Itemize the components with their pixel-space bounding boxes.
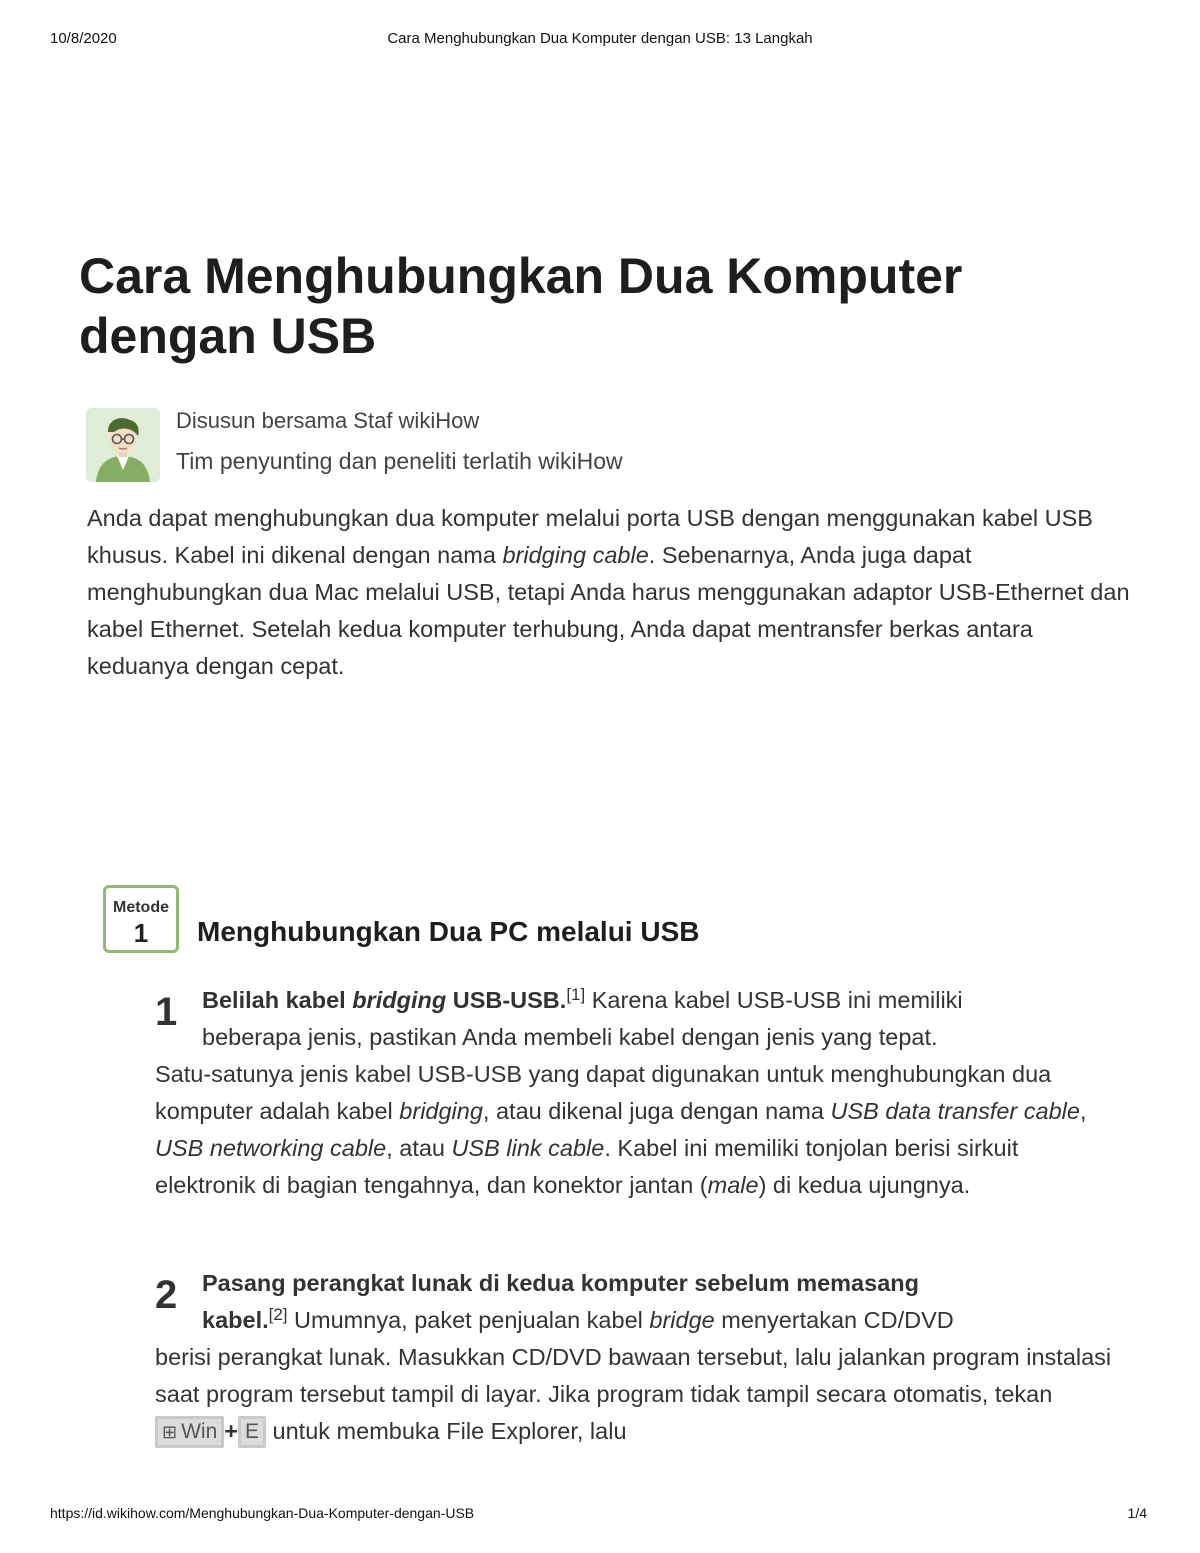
step-italic-5: male	[707, 1172, 759, 1198]
step-number: 1	[155, 990, 178, 1034]
step-text	[155, 982, 1115, 1204]
step-italic-4: USB link cable	[451, 1135, 605, 1161]
intro-paragraph	[87, 500, 1137, 685]
step-text-3: berisi perangkat lunak. Masukkan CD/DVD bawaan tersebut, lalu jalankan program instalasi saat program tersebut tampil di layar. Jika program tidak tampil secara otomatis, tekan	[155, 1344, 1112, 1407]
step-italic-3: USB networking cable	[155, 1135, 387, 1161]
step-text-1: Umumnya, paket penjualan kabel	[287, 1307, 650, 1333]
author-role: Tim penyunting dan peneliti terlatih wikiHow	[176, 448, 623, 474]
step-text-4: untuk membuka File Explorer, lalu	[266, 1418, 627, 1444]
windows-logo-icon: ⊞	[162, 1422, 178, 1442]
e-key: E	[238, 1416, 266, 1448]
print-doc-title: Cara Menghubungkan Dua Komputer dengan USB: 13 Langkah	[387, 30, 813, 47]
step-text-3: Satu-satunya jenis kabel USB-USB yang dapat digunakan untuk menghubungkan dua komputer adalah kabel	[155, 1061, 1052, 1124]
step-bold-line-1: Pasang perangkat lunak di kedua komputer sebelum memasang	[202, 1270, 919, 1296]
author-avatar-icon	[86, 408, 160, 482]
footer-url: https://id.wikihow.com/Menghubungkan-Dua-Komputer-dengan-USB	[50, 1505, 475, 1521]
step-reference-link[interactable]: [1]	[566, 985, 586, 1004]
method-title: Menghubungkan Dua PC melalui USB	[197, 916, 700, 947]
print-date: 10/8/2020	[50, 30, 117, 47]
step-italic-2: USB data transfer cable	[830, 1098, 1080, 1124]
step-first-line	[155, 987, 963, 1013]
step-bold-b: USB-USB.	[446, 987, 567, 1013]
step-bold-italic: bridging	[352, 987, 447, 1013]
intro-text-2: . Sebenarnya, Anda juga dapat menghubungkan dua Mac melalui USB, tetapi Anda harus menggunakan adaptor USB-Ethernet dan kabel Ethernet. Setelah kedua komputer terhubung, Anda dapat mentransfer berkas antara keduanya dengan cepat.	[87, 542, 1130, 679]
step-number: 2	[155, 1273, 178, 1317]
step-text-2: menyertakan CD/DVD	[714, 1307, 954, 1333]
step-text-6: , atau	[386, 1135, 452, 1161]
step-text-5: ,	[1079, 1098, 1087, 1124]
step-bold-a: Belilah kabel	[202, 987, 353, 1013]
step-text	[155, 1265, 1115, 1450]
method-badge-word: Metode	[113, 899, 169, 916]
step-text-7: . Kabel ini memiliki tonjolan berisi sirkuit elektronik di bagian tengahnya, dan konektor jantan (	[155, 1135, 1019, 1198]
step-italic-1: bridge	[649, 1307, 715, 1333]
footer-page-number: 1/4	[1127, 1505, 1147, 1521]
step-text-2: beberapa jenis, pastikan Anda membeli kabel dengan jenis yang tepat.	[202, 1024, 938, 1050]
step-text-4: , atau dikenal juga dengan nama	[482, 1098, 831, 1124]
windows-key	[155, 1416, 224, 1448]
step-italic-1: bridging	[399, 1098, 483, 1124]
staff-avatar-icon	[86, 408, 160, 482]
intro-text-1: Anda dapat menghubungkan dua komputer melalui porta USB dengan menggunakan kabel USB khusus. Kabel ini dikenal dengan nama	[87, 505, 1093, 568]
method-badge	[103, 885, 179, 953]
intro-italic-term: bridging cable	[502, 542, 649, 568]
windows-key-label: Win	[181, 1420, 218, 1443]
method-badge-number: 1	[133, 918, 149, 948]
step-text-1: Karena kabel USB-USB ini memiliki	[585, 987, 963, 1013]
article-title-line2: dengan USB	[79, 308, 377, 364]
article-title-line1: Cara Menghubungkan Dua Komputer	[79, 248, 963, 304]
step-bold-line-2: kabel.	[202, 1307, 269, 1333]
step-text-8: ) di kedua ujungnya.	[758, 1172, 971, 1198]
step-reference-link[interactable]: [2]	[268, 1305, 288, 1324]
author-name[interactable]: Disusun bersama Staf wikiHow	[176, 408, 480, 433]
step-second-line	[155, 1307, 954, 1333]
article-title	[79, 246, 1079, 366]
key-plus: +	[224, 1418, 238, 1444]
